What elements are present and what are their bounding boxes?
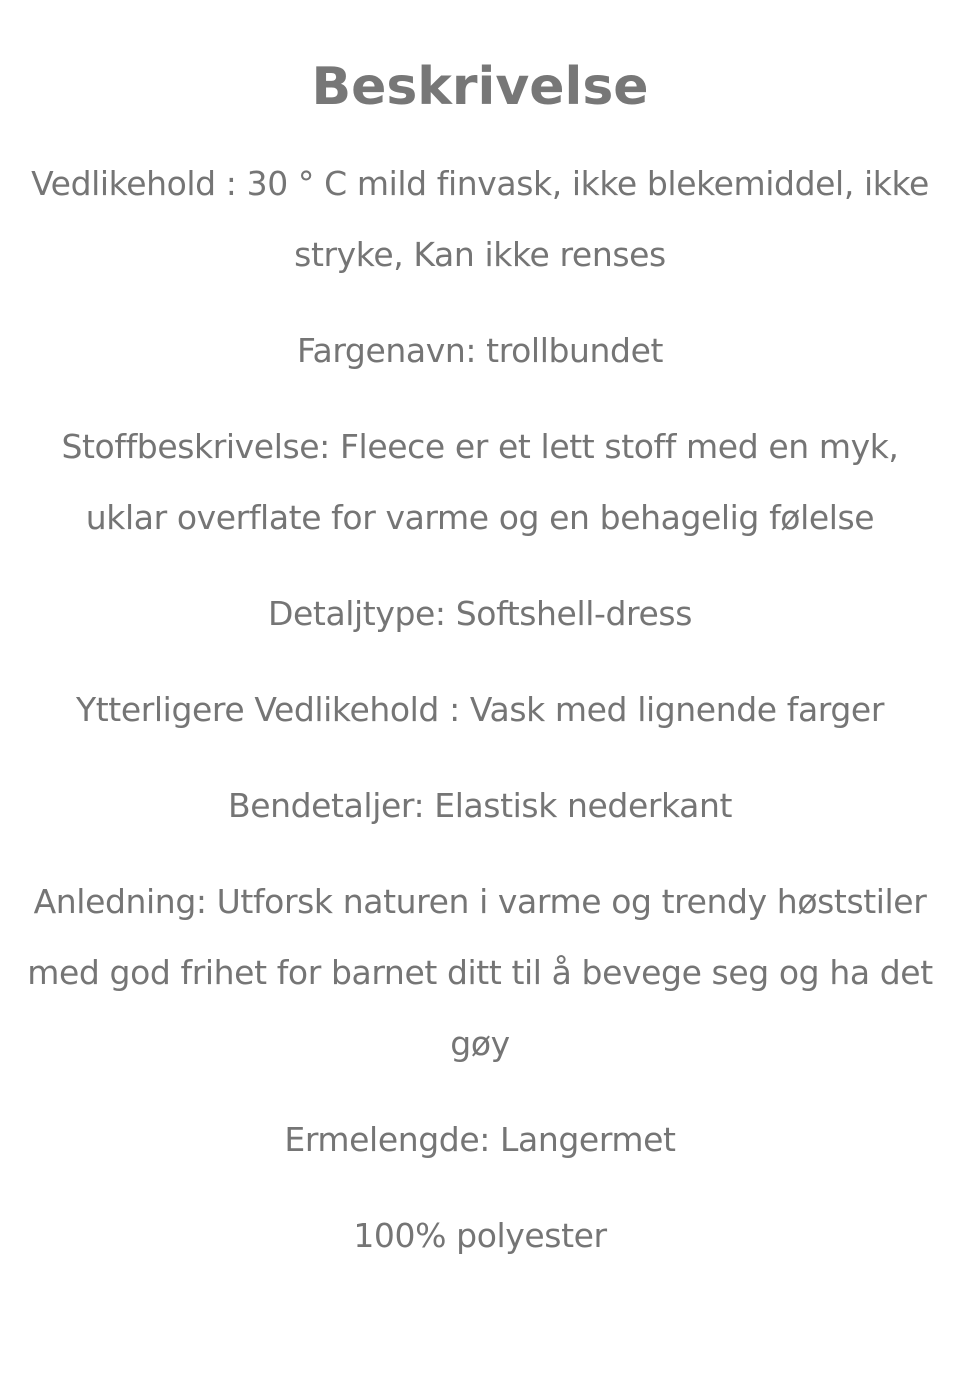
occasion: Anledning: Utforsk naturen i varme og trendy høststiler med god frihet for barnet ditt til å bevege seg og ha det gøy <box>27 882 933 1063</box>
care-instructions: Vedlikehold : 30 ° C mild finvask, ikke blekemiddel, ikke stryke, Kan ikke renses <box>31 164 929 274</box>
sleeve-length: Ermelengde: Langermet <box>284 1120 676 1159</box>
fabric-description: Stoffbeskrivelse: Fleece er et lett stoff med en myk, uklar overflate for varme og en behagelig følelse <box>61 427 899 537</box>
description-title: Beskrivelse <box>311 57 649 117</box>
leg-details: Bendetaljer: Elastisk nederkant <box>227 786 733 825</box>
material: 100% polyester <box>353 1216 607 1255</box>
additional-care: Ytterligere Vedlikehold : Vask med lignende farger <box>76 690 884 729</box>
detail-type: Detaljtype: Softshell-dress <box>268 594 692 633</box>
color-name: Fargenavn: trollbundet <box>296 331 664 370</box>
